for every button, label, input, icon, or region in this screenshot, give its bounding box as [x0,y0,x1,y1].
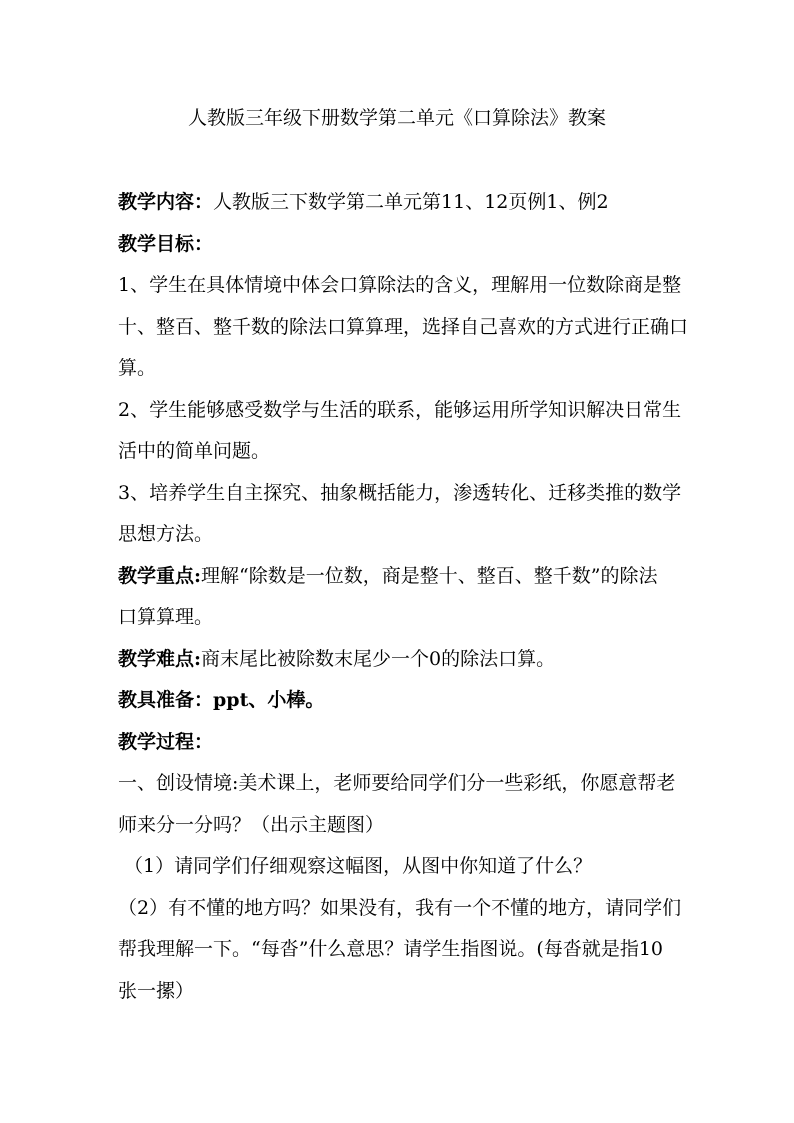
teaching-key-line-2: 口算算理。 [118,606,214,628]
goal-2-line-2: 活中的简单问题。 [118,440,271,462]
teaching-difficulty-line [118,646,555,672]
teaching-key-label: 教学重点: [118,565,202,587]
question-2-line-1: （2）有不懂的地方吗？如果没有，我有一个不懂的地方，请同学们 [118,897,682,919]
teaching-key-text: 理解“除数是一位数，商是整十、整百、整千数”的除法 [201,565,658,587]
question-1: （1）请同学们仔细观察这幅图，从图中你知道了什么？ [124,855,593,877]
teaching-content-text: 人教版三下数学第二单元第11、12页例1、例2 [213,191,609,213]
teaching-difficulty-text: 商末尾比被除数末尾少一个0的除法口算。 [201,648,556,670]
teaching-tools-label: 教具准备： [118,689,214,711]
question-2-line-2: 帮我理解一下。“每沓”什么意思？请学生指图说。(每沓就是指10 [118,938,664,960]
goal-2-line-1: 2、学生能够感受数学与生活的联系，能够运用所学知识解决日常生 [118,399,682,421]
teaching-content-label: 教学内容： [118,191,214,213]
goal-3-line-2: 思想方法。 [118,523,214,545]
teaching-difficulty-label: 教学难点: [118,648,202,670]
teaching-key-line-1 [118,563,657,589]
question-2-line-3: 张一摞） [118,980,195,1002]
process-1-line-2: 师来分一分吗？（出示主题图） [118,814,385,836]
goal-3-line-1: 3、培养学生自主探究、抽象概括能力，渗透转化、迁移类推的数学 [118,482,682,504]
teaching-content-line [118,189,609,215]
teaching-tools-text: ppt、小棒。 [213,689,325,711]
goal-1-line-1: 1、学生在具体情境中体会口算除法的含义，理解用一位数除商是整 [118,274,682,296]
teaching-tools-line [118,687,324,713]
teaching-goals-label: 教学目标： [118,233,214,255]
goal-1-line-2: 十、整百、整千数的除法口算算理，选择自己喜欢的方式进行正确口 [118,316,689,338]
process-1-line-1: 一、创设情境:美术课上，老师要给同学们分一些彩纸，你愿意帮老 [118,772,676,794]
document-title: 人教版三年级下册数学第二单元《口算除法》教案 [187,107,606,129]
teaching-process-label: 教学过程： [118,731,214,753]
goal-1-line-3: 算。 [118,357,157,379]
